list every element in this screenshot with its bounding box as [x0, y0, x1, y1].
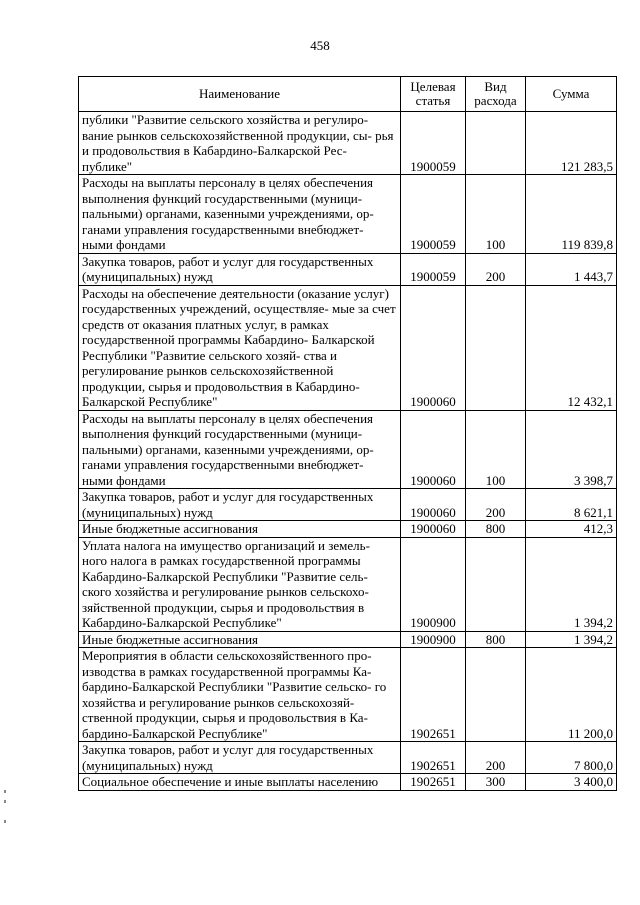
cell-name: Расходы на выплаты персоналу в целях обеспечения выполнения функций государственными (муници- пальными) органами, казенными учреждениями, ор- ганами управления государственными внебюджет- ными фондами [79, 175, 401, 254]
cell-name: Социальное обеспечение и иные выплаты населению [79, 774, 401, 791]
table-row [79, 742, 617, 774]
header-sum: Сумма [526, 77, 617, 112]
cell-type: 100 [466, 410, 526, 489]
cell-sum: 1 443,7 [526, 253, 617, 285]
table-row [79, 631, 617, 648]
cell-type: 200 [466, 742, 526, 774]
header-type: Вид расхода [466, 77, 526, 112]
table-row [79, 537, 617, 631]
cell-article: 1900059 [401, 175, 466, 254]
cell-article: 1900059 [401, 253, 466, 285]
cell-type: 800 [466, 631, 526, 648]
cell-name: Расходы на обеспечение деятельности (оказание услуг) государственных учреждений, осуществляе- мые за счет средств от оказания платных услуг, в рамках государственной программы Кабардино- Балкарской Республики "Развитие сельского хозяй- ства и регулирование рынков сельскохозяйственной продукции, сырья и продовольствия в Кабардино- Балкарской Республике" [79, 285, 401, 410]
cell-article: 1902651 [401, 648, 466, 742]
cell-type [466, 537, 526, 631]
cell-type: 100 [466, 175, 526, 254]
cell-article: 1900060 [401, 521, 466, 538]
cell-name: Иные бюджетные ассигнования [79, 631, 401, 648]
cell-type: 200 [466, 489, 526, 521]
cell-sum: 3 398,7 [526, 410, 617, 489]
cell-article: 1900060 [401, 285, 466, 410]
table-row [79, 112, 617, 175]
margin-mark [4, 820, 6, 823]
cell-type: 200 [466, 253, 526, 285]
cell-name: Уплата налога на имущество организаций и земель- ного налога в рамках государственной программы Кабардино-Балкарской Республики "Развитие сель- ского хозяйства и регулирование рынков сельскохо- зяйственной продукции, сырья и продовольствия в Кабардино-Балкарской Республике" [79, 537, 401, 631]
cell-name: Расходы на выплаты персоналу в целях обеспечения выполнения функций государственными (муници- пальными) органами, казенными учреждениями, ор- ганами управления государственными внебюджет- ными фондами [79, 410, 401, 489]
header-name: Наименование [79, 77, 401, 112]
cell-article: 1900060 [401, 410, 466, 489]
cell-sum: 1 394,2 [526, 537, 617, 631]
budget-table [78, 76, 617, 791]
table-row [79, 175, 617, 254]
page-number: 458 [310, 38, 330, 53]
cell-sum: 7 800,0 [526, 742, 617, 774]
cell-name: Иные бюджетные ассигнования [79, 521, 401, 538]
cell-name: Закупка товаров, работ и услуг для государственных (муниципальных) нужд [79, 253, 401, 285]
cell-article: 1902651 [401, 742, 466, 774]
table-row [79, 648, 617, 742]
cell-sum: 1 394,2 [526, 631, 617, 648]
cell-sum: 412,3 [526, 521, 617, 538]
header-article: Целевая статья [401, 77, 466, 112]
cell-article: 1900059 [401, 112, 466, 175]
cell-type: 300 [466, 774, 526, 791]
cell-article: 1900900 [401, 537, 466, 631]
cell-article: 1900060 [401, 489, 466, 521]
margin-mark [4, 790, 6, 793]
cell-sum: 12 432,1 [526, 285, 617, 410]
cell-sum: 11 200,0 [526, 648, 617, 742]
margin-mark [4, 800, 6, 803]
cell-type [466, 648, 526, 742]
table-row [79, 489, 617, 521]
cell-name: Закупка товаров, работ и услуг для государственных (муниципальных) нужд [79, 489, 401, 521]
cell-sum: 8 621,1 [526, 489, 617, 521]
cell-type [466, 112, 526, 175]
cell-sum: 119 839,8 [526, 175, 617, 254]
cell-article: 1902651 [401, 774, 466, 791]
table-header-row [79, 77, 617, 112]
table-row [79, 285, 617, 410]
cell-name: Закупка товаров, работ и услуг для государственных (муниципальных) нужд [79, 742, 401, 774]
cell-name: Мероприятия в области сельскохозяйственного про- изводства в рамках государственной программы Ка- бардино-Балкарской Республики "Развитие сельско- го хозяйства и регулирование рынков сельскохозяй- ственной продукции, сырья и продовольствия в Ка- бардино-Балкарской Республике" [79, 648, 401, 742]
table-row [79, 253, 617, 285]
cell-name: публики "Развитие сельского хозяйства и регулиро- вание рынков сельскохозяйственной продукции, сы- рья и продовольствия в Кабардино-Балкарской Рес- публике" [79, 112, 401, 175]
cell-article: 1900900 [401, 631, 466, 648]
table-row [79, 410, 617, 489]
cell-sum: 3 400,0 [526, 774, 617, 791]
cell-type: 800 [466, 521, 526, 538]
table-row [79, 774, 617, 791]
cell-type [466, 285, 526, 410]
cell-sum: 121 283,5 [526, 112, 617, 175]
table-row [79, 521, 617, 538]
